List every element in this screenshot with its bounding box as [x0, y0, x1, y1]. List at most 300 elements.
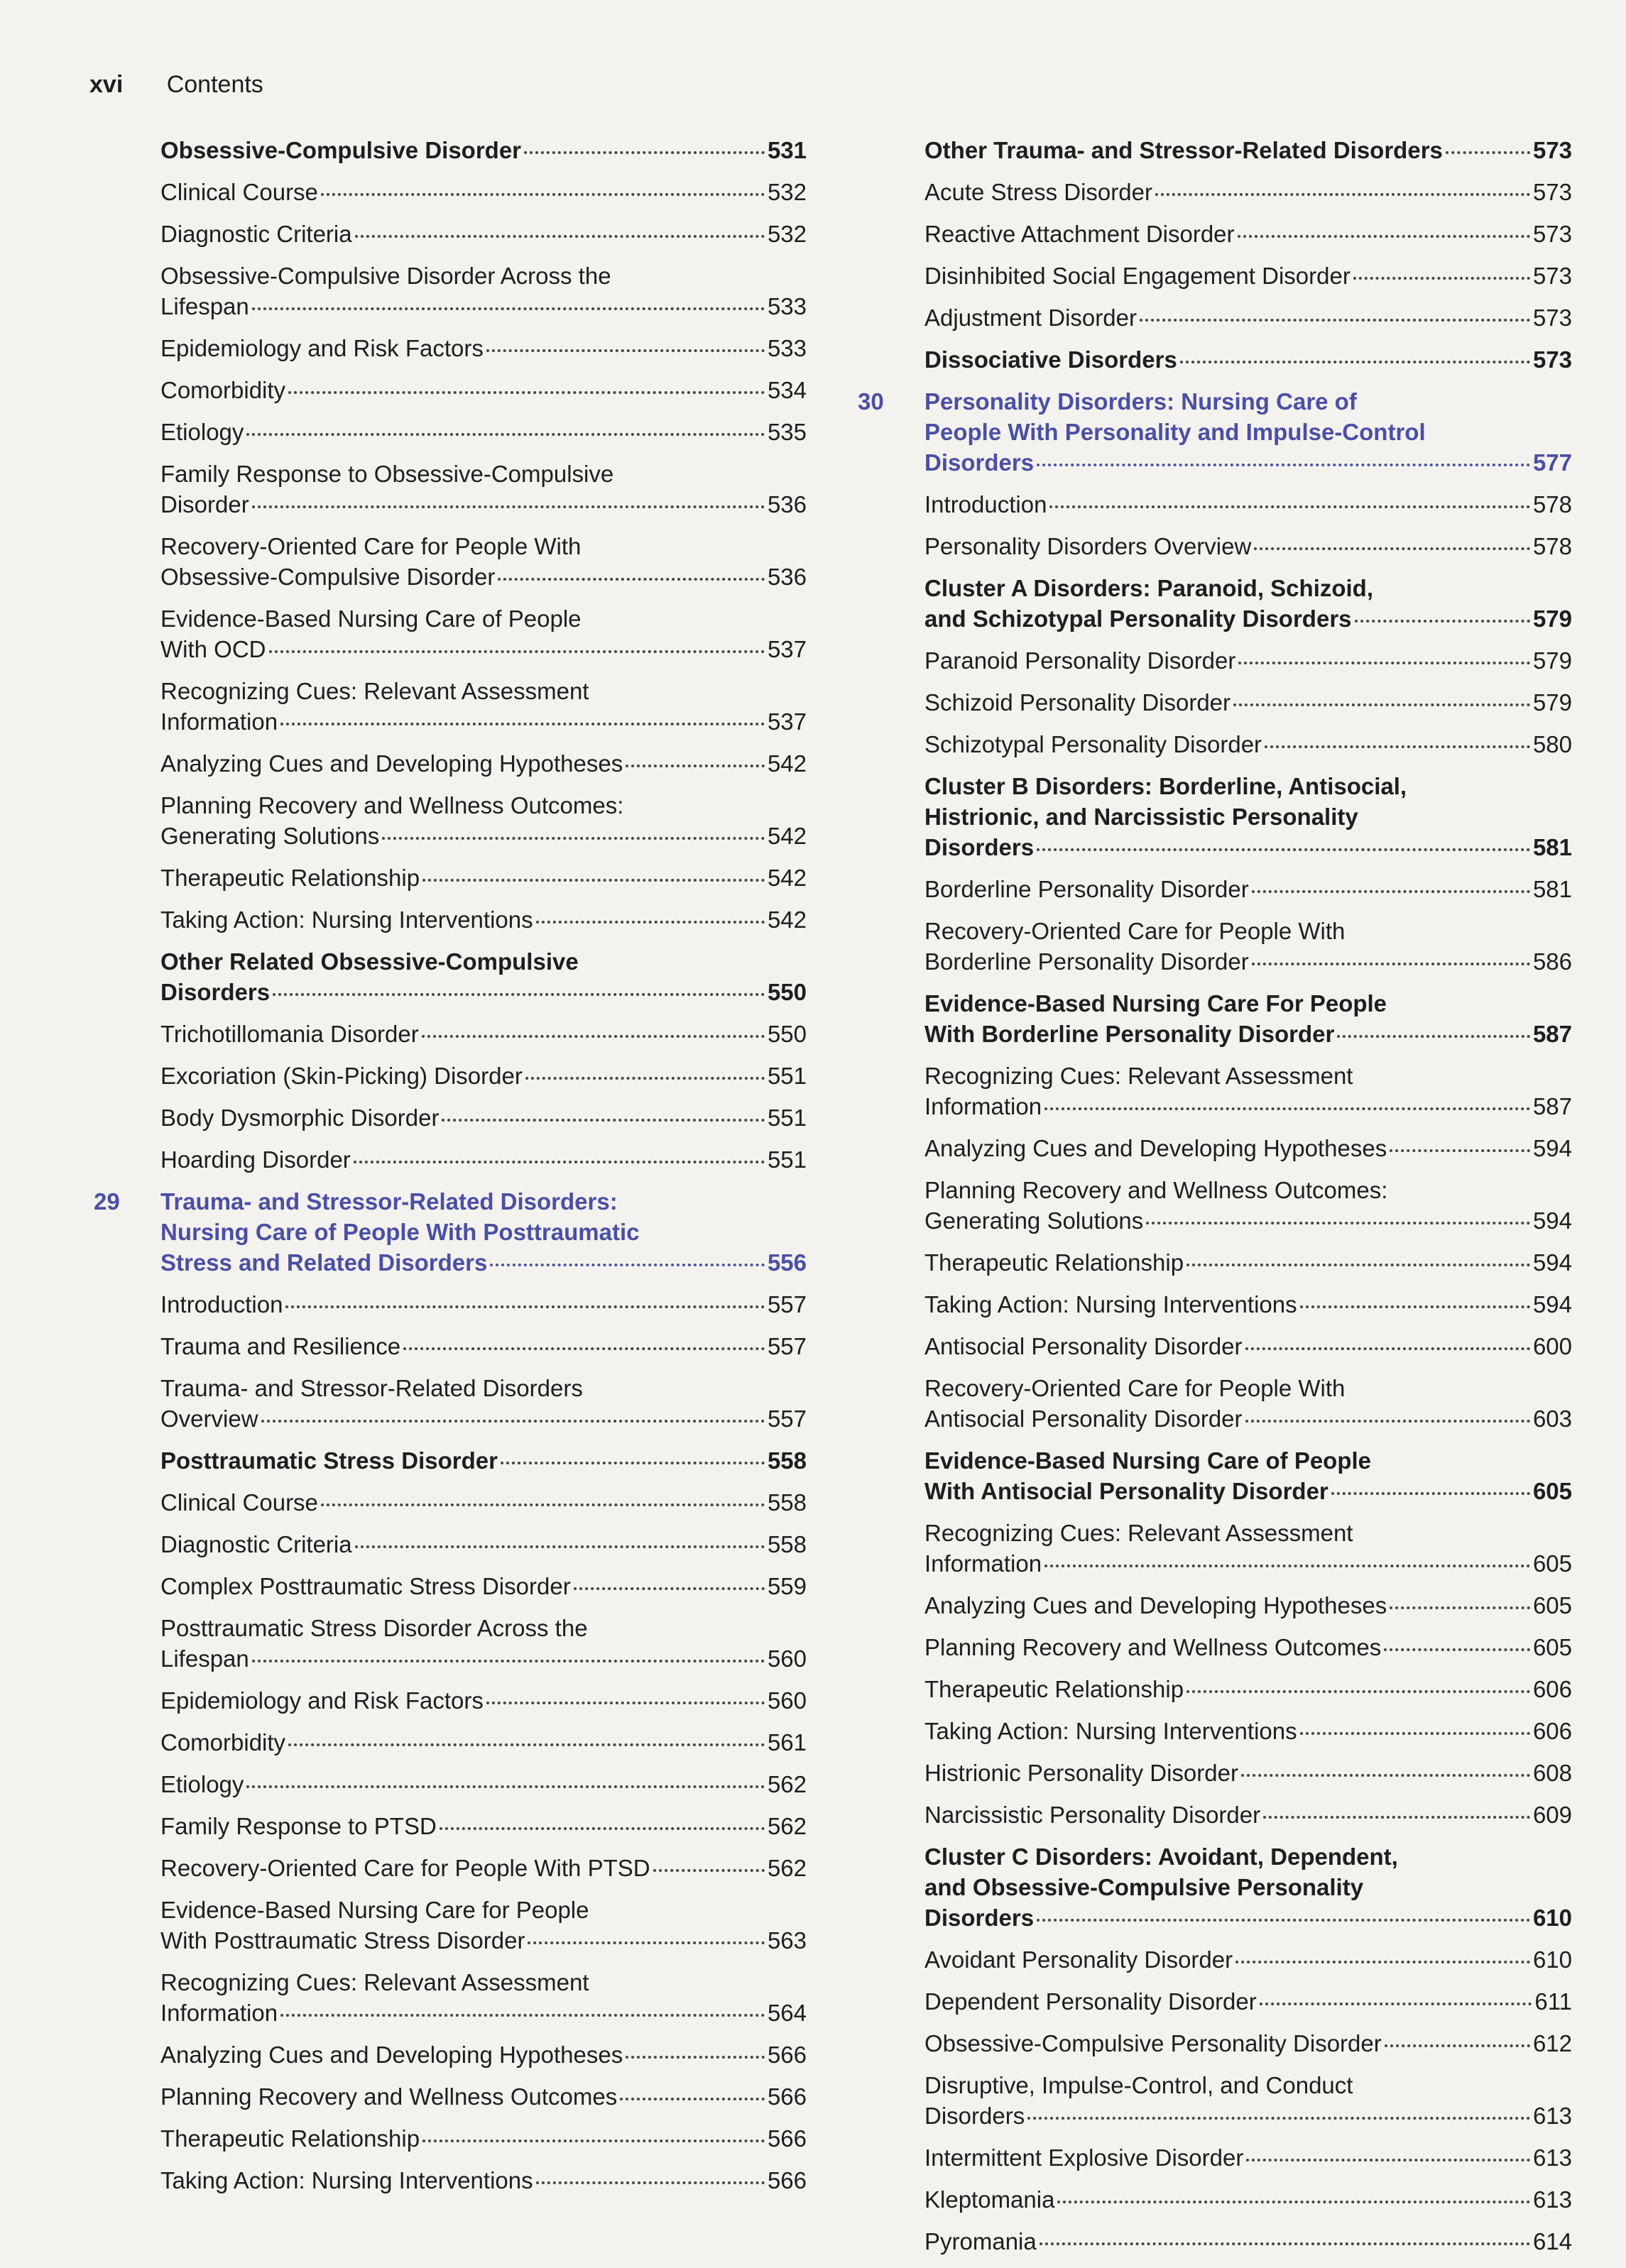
entry-page-number: 579 — [1532, 606, 1572, 632]
dot-leader — [1252, 890, 1530, 893]
entry-line — [924, 1205, 1572, 1236]
toc-entry — [85, 531, 807, 592]
entry-title: Introduction — [160, 1291, 283, 1317]
entry-page-number: 613 — [1532, 2144, 1572, 2171]
entry-title: Narcissistic Personality Disorder — [924, 1802, 1261, 1828]
entry-line — [924, 1175, 1572, 1205]
entry-title: Excoriation (Skin-Picking) Disorder — [160, 1063, 523, 1089]
entry-title: Recognizing Cues: Relevant Assessment — [924, 1063, 1353, 1089]
entry-line — [924, 1986, 1572, 2017]
toc-entry — [849, 729, 1572, 760]
toc-entry — [849, 1632, 1572, 1662]
chapter-number: 30 — [858, 388, 884, 415]
entry-title: Body Dysmorphic Disorder — [160, 1105, 440, 1131]
entry-title: Obsessive-Compulsive Disorder — [160, 564, 496, 590]
toc-entry — [85, 1102, 807, 1133]
dot-leader — [1246, 2159, 1530, 2162]
entry-title: Trauma and Resilience — [160, 1333, 401, 1359]
dot-leader — [355, 1545, 765, 1548]
entry-page-number: 581 — [1532, 876, 1572, 902]
entry-line — [924, 135, 1572, 165]
toc-entry — [85, 1331, 807, 1362]
dot-leader — [1037, 848, 1530, 851]
entry-line — [924, 1632, 1572, 1662]
entry-line — [160, 333, 807, 363]
entry-page-number: 573 — [1532, 221, 1572, 247]
dot-leader — [501, 1462, 765, 1464]
entry-title: Trichotillomania Disorder — [160, 1021, 419, 1047]
toc-entry — [849, 1373, 1572, 1434]
entry-line — [924, 832, 1572, 862]
entry-line — [924, 386, 1572, 417]
entry-title: Clinical Course — [160, 179, 318, 205]
entry-line — [924, 1289, 1572, 1320]
entry-title: Recovery-Oriented Care for People With — [924, 918, 1346, 944]
entry-line — [160, 676, 807, 706]
entry-page-number: 562 — [767, 1771, 807, 1797]
entry-page-number: 560 — [767, 1687, 807, 1714]
entry-line — [160, 531, 807, 561]
toc-entry — [85, 333, 807, 363]
entry-page-number: 612 — [1532, 2030, 1572, 2056]
entry-page-number: 594 — [1532, 1291, 1572, 1317]
entry-line — [160, 1998, 807, 2028]
entry-line — [924, 1091, 1572, 1122]
entry-line — [160, 261, 807, 291]
dot-leader — [1446, 151, 1530, 154]
toc-entry — [85, 904, 807, 935]
toc-entry — [85, 1487, 807, 1518]
entry-line — [160, 1247, 807, 1278]
entry-line — [160, 1289, 807, 1320]
entry-line — [924, 219, 1572, 249]
toc-entry — [85, 676, 807, 737]
dot-leader — [653, 1869, 765, 1872]
entry-page-number: 577 — [1532, 449, 1572, 476]
entry-title: Taking Action: Nursing Interventions — [924, 1291, 1297, 1317]
entry-line — [160, 417, 807, 447]
entry-title: Therapeutic Relationship — [160, 2125, 420, 2152]
entry-title: Dependent Personality Disorder — [924, 1988, 1257, 2015]
entry-line — [924, 531, 1572, 561]
entry-page-number: 537 — [767, 636, 807, 662]
entry-page-number: 556 — [767, 1249, 807, 1276]
entry-title: Planning Recovery and Wellness Outcomes: — [160, 792, 624, 818]
toc-entry — [85, 1529, 807, 1560]
dot-leader — [1245, 1420, 1530, 1423]
toc-entry — [85, 790, 807, 851]
toc-entry — [849, 1758, 1572, 1788]
toc-entry — [85, 177, 807, 207]
entry-line — [160, 2039, 807, 2070]
dot-leader — [528, 1941, 764, 1944]
toc-entry — [85, 1613, 807, 1674]
entry-title: Therapeutic Relationship — [924, 1676, 1184, 1702]
entry-title: Generating Solutions — [924, 1207, 1144, 1234]
entry-title: With Borderline Personality Disorder — [924, 1021, 1335, 1047]
entry-line — [160, 1019, 807, 1049]
toc-entry — [849, 219, 1572, 249]
dot-leader — [382, 837, 765, 840]
entry-line — [924, 946, 1572, 977]
entry-title: Acute Stress Disorder — [924, 179, 1152, 205]
entry-page-number: 557 — [767, 1406, 807, 1432]
toc-entry — [85, 1445, 807, 1476]
entry-title: Diagnostic Criteria — [160, 1531, 352, 1557]
entry-title: Nursing Care of People With Posttraumatic — [160, 1219, 640, 1245]
entry-page-number: 609 — [1532, 1802, 1572, 1828]
entry-title: Cluster A Disorders: Paranoid, Schizoid, — [924, 575, 1374, 601]
toc-entry — [849, 1518, 1572, 1579]
entry-title: With Antisocial Personality Disorder — [924, 1478, 1328, 1504]
dot-leader — [246, 1785, 765, 1788]
entry-page-number: 581 — [1532, 834, 1572, 860]
entry-line — [160, 2123, 807, 2154]
entry-page-number: 566 — [767, 2167, 807, 2193]
toc-entry — [85, 459, 807, 520]
entry-line — [924, 2226, 1572, 2257]
dot-leader — [1027, 2117, 1530, 2120]
entry-title: Planning Recovery and Wellness Outcomes: — [924, 1177, 1388, 1203]
entry-page-number: 606 — [1532, 1676, 1572, 1702]
entry-line — [160, 1853, 807, 1883]
entry-page-number: 559 — [767, 1573, 807, 1599]
entry-line — [924, 1548, 1572, 1579]
entry-line — [160, 1061, 807, 1091]
entry-page-number: 594 — [1532, 1135, 1572, 1161]
toc-entry — [849, 489, 1572, 520]
toc-entry — [85, 1373, 807, 1434]
toc-entry — [85, 1144, 807, 1175]
entry-page-number: 573 — [1532, 179, 1572, 205]
entry-line — [924, 344, 1572, 375]
entry-line — [160, 634, 807, 664]
dot-leader — [1241, 1774, 1530, 1777]
entry-page-number: 605 — [1532, 1592, 1572, 1618]
entry-line — [924, 1445, 1572, 1476]
entry-title: Analyzing Cues and Developing Hypotheses — [924, 1135, 1387, 1161]
dot-leader — [422, 2140, 765, 2142]
dot-leader — [1355, 620, 1530, 623]
toc-entry — [849, 1061, 1572, 1122]
entry-page-number: 611 — [1534, 1988, 1572, 2015]
entry-line — [160, 1186, 807, 1217]
toc-entry — [85, 1967, 807, 2028]
entry-line — [160, 135, 807, 165]
entry-line — [160, 1925, 807, 1956]
toc-entry — [849, 2142, 1572, 2173]
dot-leader — [1186, 1690, 1530, 1693]
dot-leader — [269, 650, 765, 653]
entry-page-number: 542 — [767, 865, 807, 891]
entry-line — [160, 219, 807, 249]
entry-line — [160, 2165, 807, 2196]
entry-line — [160, 1727, 807, 1758]
entry-line — [924, 916, 1572, 946]
entry-line — [160, 1571, 807, 1601]
entry-title: Lifespan — [160, 1645, 249, 1672]
entry-page-number: 535 — [767, 419, 807, 445]
toc-entry — [85, 1685, 807, 1716]
toc-chapter-entry — [849, 386, 1572, 478]
entry-page-number: 557 — [767, 1291, 807, 1317]
entry-line — [160, 790, 807, 821]
entry-line — [924, 2142, 1572, 2173]
toc-entry — [85, 1727, 807, 1758]
entry-title: Recognizing Cues: Relevant Assessment — [160, 678, 589, 704]
toc-entry — [85, 1769, 807, 1799]
entry-title: Comorbidity — [160, 1729, 286, 1755]
entry-line — [924, 1590, 1572, 1621]
entry-line — [924, 1902, 1572, 1933]
entry-title: and Schizotypal Personality Disorders — [924, 606, 1352, 632]
entry-title: Trauma- and Stressor-Related Disorders: — [160, 1188, 618, 1215]
entry-page-number: 573 — [1532, 305, 1572, 331]
entry-line — [160, 603, 807, 634]
entry-line — [924, 1403, 1572, 1434]
entry-title: Trauma- and Stressor-Related Disorders — [160, 1375, 583, 1401]
entry-line — [924, 573, 1572, 603]
entry-page-number: 551 — [767, 1063, 807, 1089]
entry-page-number: 537 — [767, 708, 807, 735]
toc-entry — [85, 748, 807, 779]
dot-leader — [574, 1587, 765, 1590]
entry-title: Posttraumatic Stress Disorder Across the — [160, 1615, 588, 1641]
dot-leader — [536, 2181, 765, 2184]
entry-line — [924, 261, 1572, 291]
toc-entry — [85, 2081, 807, 2112]
entry-title: Disorders — [924, 1905, 1035, 1931]
dot-leader — [246, 433, 765, 436]
dot-leader — [1044, 1107, 1530, 1110]
entry-line — [924, 874, 1572, 904]
entry-page-number: 536 — [767, 564, 807, 590]
entry-title: Recovery-Oriented Care for People With — [160, 533, 582, 559]
entry-title: Hoarding Disorder — [160, 1146, 351, 1173]
toc-entry — [85, 219, 807, 249]
toc-entry — [849, 645, 1572, 676]
entry-title: Cluster C Disorders: Avoidant, Dependent, — [924, 1844, 1398, 1870]
entry-title: Etiology — [160, 1771, 244, 1797]
entry-line — [160, 904, 807, 935]
entry-title: Borderline Personality Disorder — [924, 948, 1249, 975]
entry-title: Evidence-Based Nursing Care for People — [160, 1897, 589, 1923]
entry-page-number: 613 — [1532, 2186, 1572, 2213]
entry-page-number: 536 — [767, 491, 807, 517]
entry-title: Disorders — [924, 449, 1035, 476]
entry-line — [160, 177, 807, 207]
entry-line — [924, 1758, 1572, 1788]
entry-line — [160, 291, 807, 322]
entry-line — [924, 417, 1572, 447]
dot-leader — [1233, 703, 1530, 706]
entry-page-number: 605 — [1532, 1634, 1572, 1660]
dot-leader — [261, 1420, 765, 1423]
toc-entry — [849, 302, 1572, 333]
dot-leader — [1263, 1816, 1530, 1819]
entry-title: Avoidant Personality Disorder — [924, 1946, 1233, 1973]
entry-page-number: 562 — [767, 1813, 807, 1839]
toc-entry — [85, 261, 807, 322]
entry-title: Other Related Obsessive-Compulsive — [160, 948, 579, 975]
entry-title: Analyzing Cues and Developing Hypotheses — [160, 750, 623, 777]
entry-title: Generating Solutions — [160, 823, 380, 849]
toc-entry — [849, 1445, 1572, 1506]
entry-page-number: 558 — [767, 1531, 807, 1557]
entry-page-number: 560 — [767, 1645, 807, 1672]
entry-title: Personality Disorders: Nursing Care of — [924, 388, 1357, 415]
dot-leader — [1390, 1149, 1530, 1152]
toc-entry — [849, 2226, 1572, 2257]
dot-leader — [1265, 745, 1530, 748]
entry-title: With Posttraumatic Stress Disorder — [160, 1927, 525, 1954]
entry-title: Kleptomania — [924, 2186, 1055, 2213]
entry-title: Schizotypal Personality Disorder — [924, 731, 1262, 757]
entry-page-number: 533 — [767, 293, 807, 319]
entry-title: Analyzing Cues and Developing Hypotheses — [160, 2042, 623, 2068]
entry-line — [924, 1841, 1572, 1872]
dot-leader — [626, 2056, 765, 2059]
toc-chapter-entry — [85, 1186, 807, 1278]
entry-line — [160, 1895, 807, 1925]
entry-title: Disorders — [924, 834, 1035, 860]
entry-line — [924, 2100, 1572, 2131]
dot-leader — [288, 1743, 765, 1746]
toc-entry — [849, 687, 1572, 718]
toc-entry — [849, 1247, 1572, 1278]
entry-line — [924, 177, 1572, 207]
dot-leader — [422, 879, 765, 882]
page-header — [89, 71, 263, 99]
entry-page-number: 605 — [1532, 1478, 1572, 1504]
entry-title: Planning Recovery and Wellness Outcomes — [160, 2083, 618, 2110]
toc-entry — [849, 771, 1572, 862]
toc-entry — [849, 874, 1572, 904]
entry-page-number: 603 — [1532, 1406, 1572, 1432]
entry-line — [160, 748, 807, 779]
toc-entry — [85, 1061, 807, 1091]
entry-line — [160, 1811, 807, 1841]
toc-entry — [849, 1175, 1572, 1236]
entry-title: Information — [160, 2000, 278, 2026]
entry-page-number: 563 — [767, 1927, 807, 1954]
entry-page-number: 550 — [767, 1021, 807, 1047]
entry-title: Disinhibited Social Engagement Disorder — [924, 263, 1351, 289]
entry-title: Epidemiology and Risk Factors — [160, 335, 484, 361]
toc-entry — [85, 135, 807, 165]
toc-entry — [849, 135, 1572, 165]
entry-line — [924, 1799, 1572, 1830]
entry-title: Complex Posttraumatic Stress Disorder — [160, 1573, 571, 1599]
entry-page-number: 573 — [1532, 346, 1572, 373]
entry-line — [160, 1217, 807, 1247]
entry-page-number: 614 — [1532, 2228, 1572, 2255]
dot-leader — [403, 1347, 765, 1350]
entry-page-number: 551 — [767, 1146, 807, 1173]
entry-line — [924, 1061, 1572, 1091]
entry-title: Intermittent Explosive Disorder — [924, 2144, 1244, 2171]
dot-leader — [442, 1119, 764, 1122]
dot-leader — [288, 391, 765, 394]
dot-leader — [486, 1702, 765, 1704]
toc-entry — [849, 1289, 1572, 1320]
entry-page-number: 542 — [767, 750, 807, 777]
dot-leader — [1180, 361, 1530, 363]
entry-page-number: 587 — [1532, 1093, 1572, 1119]
entry-page-number: 561 — [767, 1729, 807, 1755]
dot-leader — [273, 993, 765, 996]
entry-title: Personality Disorders Overview — [924, 533, 1252, 559]
entry-page-number: 594 — [1532, 1249, 1572, 1276]
entry-page-number: 579 — [1532, 689, 1572, 716]
entry-title: Borderline Personality Disorder — [924, 876, 1249, 902]
entry-page-number: 594 — [1532, 1207, 1572, 1234]
entry-page-number: 606 — [1532, 1718, 1572, 1744]
entry-line — [160, 977, 807, 1007]
dot-leader — [1037, 464, 1530, 466]
entry-page-number: 605 — [1532, 1550, 1572, 1577]
entry-page-number: 562 — [767, 1855, 807, 1881]
entry-line — [160, 1102, 807, 1133]
entry-page-number: 557 — [767, 1333, 807, 1359]
entry-line — [924, 1331, 1572, 1362]
entry-page-number: 566 — [767, 2125, 807, 2152]
dot-leader — [1384, 1648, 1530, 1651]
entry-line — [924, 302, 1572, 333]
dot-leader — [1238, 235, 1530, 238]
entry-line — [924, 603, 1572, 634]
entry-line — [924, 988, 1572, 1019]
entry-title: Introduction — [924, 491, 1047, 517]
dot-leader — [525, 1077, 765, 1080]
entry-page-number: 566 — [767, 2042, 807, 2068]
dot-leader — [252, 307, 765, 310]
entry-line — [160, 1769, 807, 1799]
entry-title: Antisocial Personality Disorder — [924, 1406, 1243, 1432]
entry-line — [160, 1445, 807, 1476]
toc-entry — [849, 988, 1572, 1049]
entry-page-number: 586 — [1532, 948, 1572, 975]
dot-leader — [1037, 1919, 1530, 1922]
entry-page-number: 579 — [1532, 647, 1572, 674]
toc-entry — [849, 261, 1572, 291]
entry-title: Other Trauma- and Stressor-Related Disorders — [924, 137, 1443, 163]
entry-title: Obsessive-Compulsive Disorder Across the — [160, 263, 611, 289]
dot-leader — [1044, 1565, 1530, 1567]
toc-right-column — [849, 135, 1572, 2268]
entry-line — [160, 862, 807, 893]
chapter-number: 29 — [94, 1188, 120, 1215]
entry-line — [924, 489, 1572, 520]
entry-line — [924, 1674, 1572, 1704]
entry-title: Adjustment Disorder — [924, 305, 1137, 331]
entry-title: Information — [924, 1550, 1042, 1577]
entry-page-number: 533 — [767, 335, 807, 361]
entry-page-number: 573 — [1532, 137, 1572, 163]
entry-title: and Obsessive-Compulsive Personality — [924, 1874, 1364, 1900]
dot-leader — [1390, 1606, 1530, 1609]
toc-entry — [849, 1674, 1572, 1704]
dot-leader — [280, 2014, 765, 2017]
entry-line — [924, 801, 1572, 832]
entry-title: Evidence-Based Nursing Care of People — [160, 606, 582, 632]
entry-line — [160, 1373, 807, 1403]
entry-page-number: 564 — [767, 2000, 807, 2026]
entry-line — [160, 2081, 807, 2112]
toc-entry — [849, 1590, 1572, 1621]
dot-leader — [285, 1305, 764, 1308]
entry-line — [924, 645, 1572, 676]
